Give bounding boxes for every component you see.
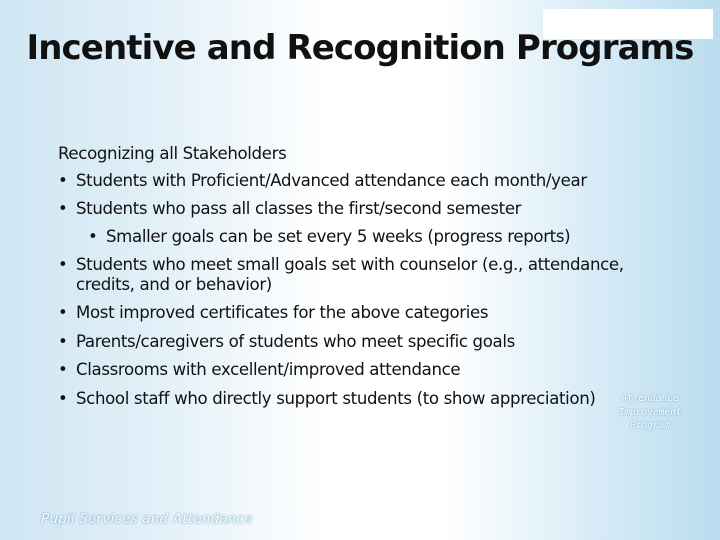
slide-body xyxy=(58,144,658,408)
program-logo-text: Attendance Improvement Program xyxy=(618,393,682,431)
bullet-item: • Students who meet small goals set with counselor (e.g., attendance, credits, and or behavior) xyxy=(58,255,658,294)
bullet-item: • Students who pass all classes the first/second semester xyxy=(58,199,658,219)
footer-text: Pupil Services and Attendance xyxy=(41,511,253,527)
section-heading: Recognizing all Stakeholders xyxy=(58,144,287,163)
bullet-item: • Students with Proficient/Advanced attendance each month/year xyxy=(58,171,658,191)
slide-title: Incentive and Recognition Programs xyxy=(26,28,694,68)
bullet-item: • Classrooms with excellent/improved attendance xyxy=(58,360,658,380)
bullet-item: • Most improved certificates for the above categories xyxy=(58,303,658,323)
bullet-list xyxy=(58,171,658,409)
sub-bullet-item: • Smaller goals can be set every 5 weeks (progress reports) xyxy=(58,227,658,247)
bullet-item: • Parents/caregivers of students who meet specific goals xyxy=(58,332,658,352)
bullet-item: • School staff who directly support students (to show appreciation) xyxy=(58,389,658,409)
